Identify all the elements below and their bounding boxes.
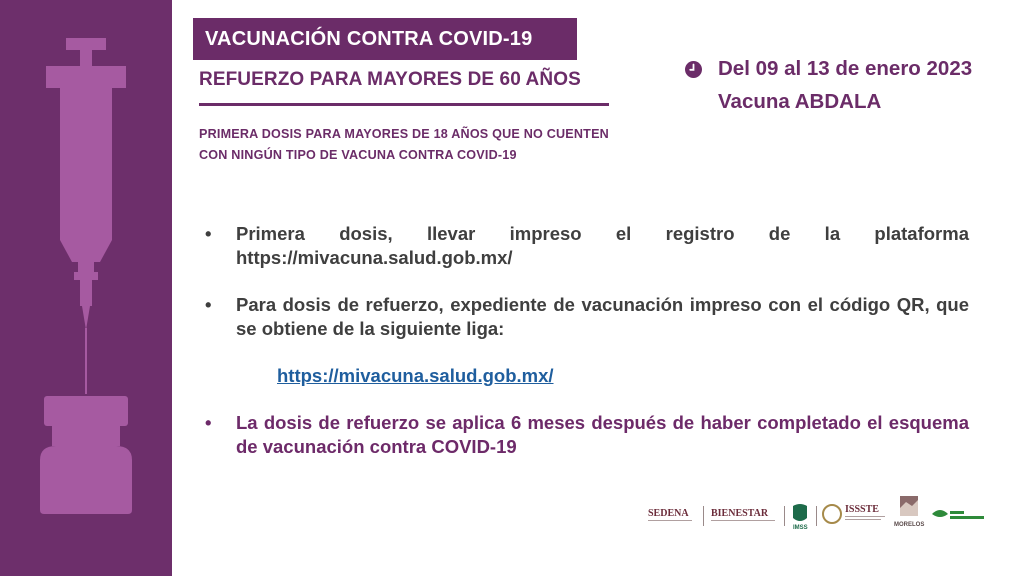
first-dose-note-line2: CON NINGÚN TIPO DE VACUNA CONTRA COVID-19 (199, 148, 517, 162)
syringe-plunger-top (66, 38, 106, 50)
svg-text:ISSSTE: ISSSTE (845, 504, 879, 515)
requirements-list (205, 222, 969, 459)
first-dose-note (199, 124, 669, 166)
syringe-plunger-rod (80, 50, 92, 66)
sedena-logo-rule (648, 520, 692, 521)
institution-logos (648, 494, 993, 534)
syringe-tip (80, 280, 92, 306)
registration-link[interactable]: https://mivacuna.salud.gob.mx/ (277, 365, 554, 386)
bullet-marker: • (205, 223, 212, 244)
first-dose-note-line1: PRIMERA DOSIS PARA MAYORES DE 18 AÑOS QUE NO CUENTEN (199, 127, 609, 141)
schedule-vaccine: Vacuna ABDALA (718, 90, 882, 113)
list-item-text: La dosis de refuerzo se aplica 6 meses después de haber completado el esquema de vacunación contra COVID-19 (236, 412, 969, 457)
bullet-marker: • (205, 412, 212, 433)
svg-text:MORELOS: MORELOS (894, 522, 925, 528)
list-item-text: Para dosis de refuerzo, expediente de vacunación impreso con el código QR, que se obtiene de la siguiente liga: (236, 294, 969, 339)
syringe-flange (46, 66, 126, 88)
syringe-hub-collar (74, 272, 98, 280)
registration-link-row (205, 364, 969, 388)
brigada-logo (932, 510, 984, 519)
vial-neck (52, 426, 120, 446)
syringe-vial-illustration (0, 0, 172, 576)
syringe-needle-base (82, 306, 90, 330)
logo-divider (816, 506, 817, 526)
logo-divider (784, 506, 785, 526)
schedule-dates: Del 09 al 13 de enero 2023 (718, 57, 973, 80)
sidebar-panel (0, 0, 172, 576)
list-item (205, 411, 969, 459)
list-item (205, 293, 969, 341)
bullet-marker: • (205, 294, 212, 315)
syringe-needle (85, 328, 87, 394)
bienestar-logo-rule (711, 520, 775, 521)
vial-cap (44, 396, 128, 426)
syringe-barrel (60, 88, 112, 262)
sedena-logo: SEDENA (648, 508, 689, 519)
issste-logo (823, 504, 885, 523)
list-item (205, 222, 969, 270)
page-subtitle: REFUERZO PARA MAYORES DE 60 AÑOS (199, 69, 581, 90)
imss-logo (793, 504, 808, 531)
list-item-text: Primera dosis, llevar impreso el registro de la plataforma https://mivacuna.salud.gob.mx/ (236, 223, 969, 268)
syringe-hub (78, 262, 94, 272)
clock-icon (685, 61, 702, 78)
subtitle-divider (199, 103, 609, 106)
page-title: VACUNACIÓN CONTRA COVID-19 (193, 18, 577, 60)
logo-divider (703, 506, 704, 526)
vial-body (40, 446, 132, 514)
svg-text:IMSS: IMSS (793, 525, 808, 531)
bienestar-logo: BIENESTAR (711, 508, 769, 519)
morelos-logo (894, 496, 924, 528)
